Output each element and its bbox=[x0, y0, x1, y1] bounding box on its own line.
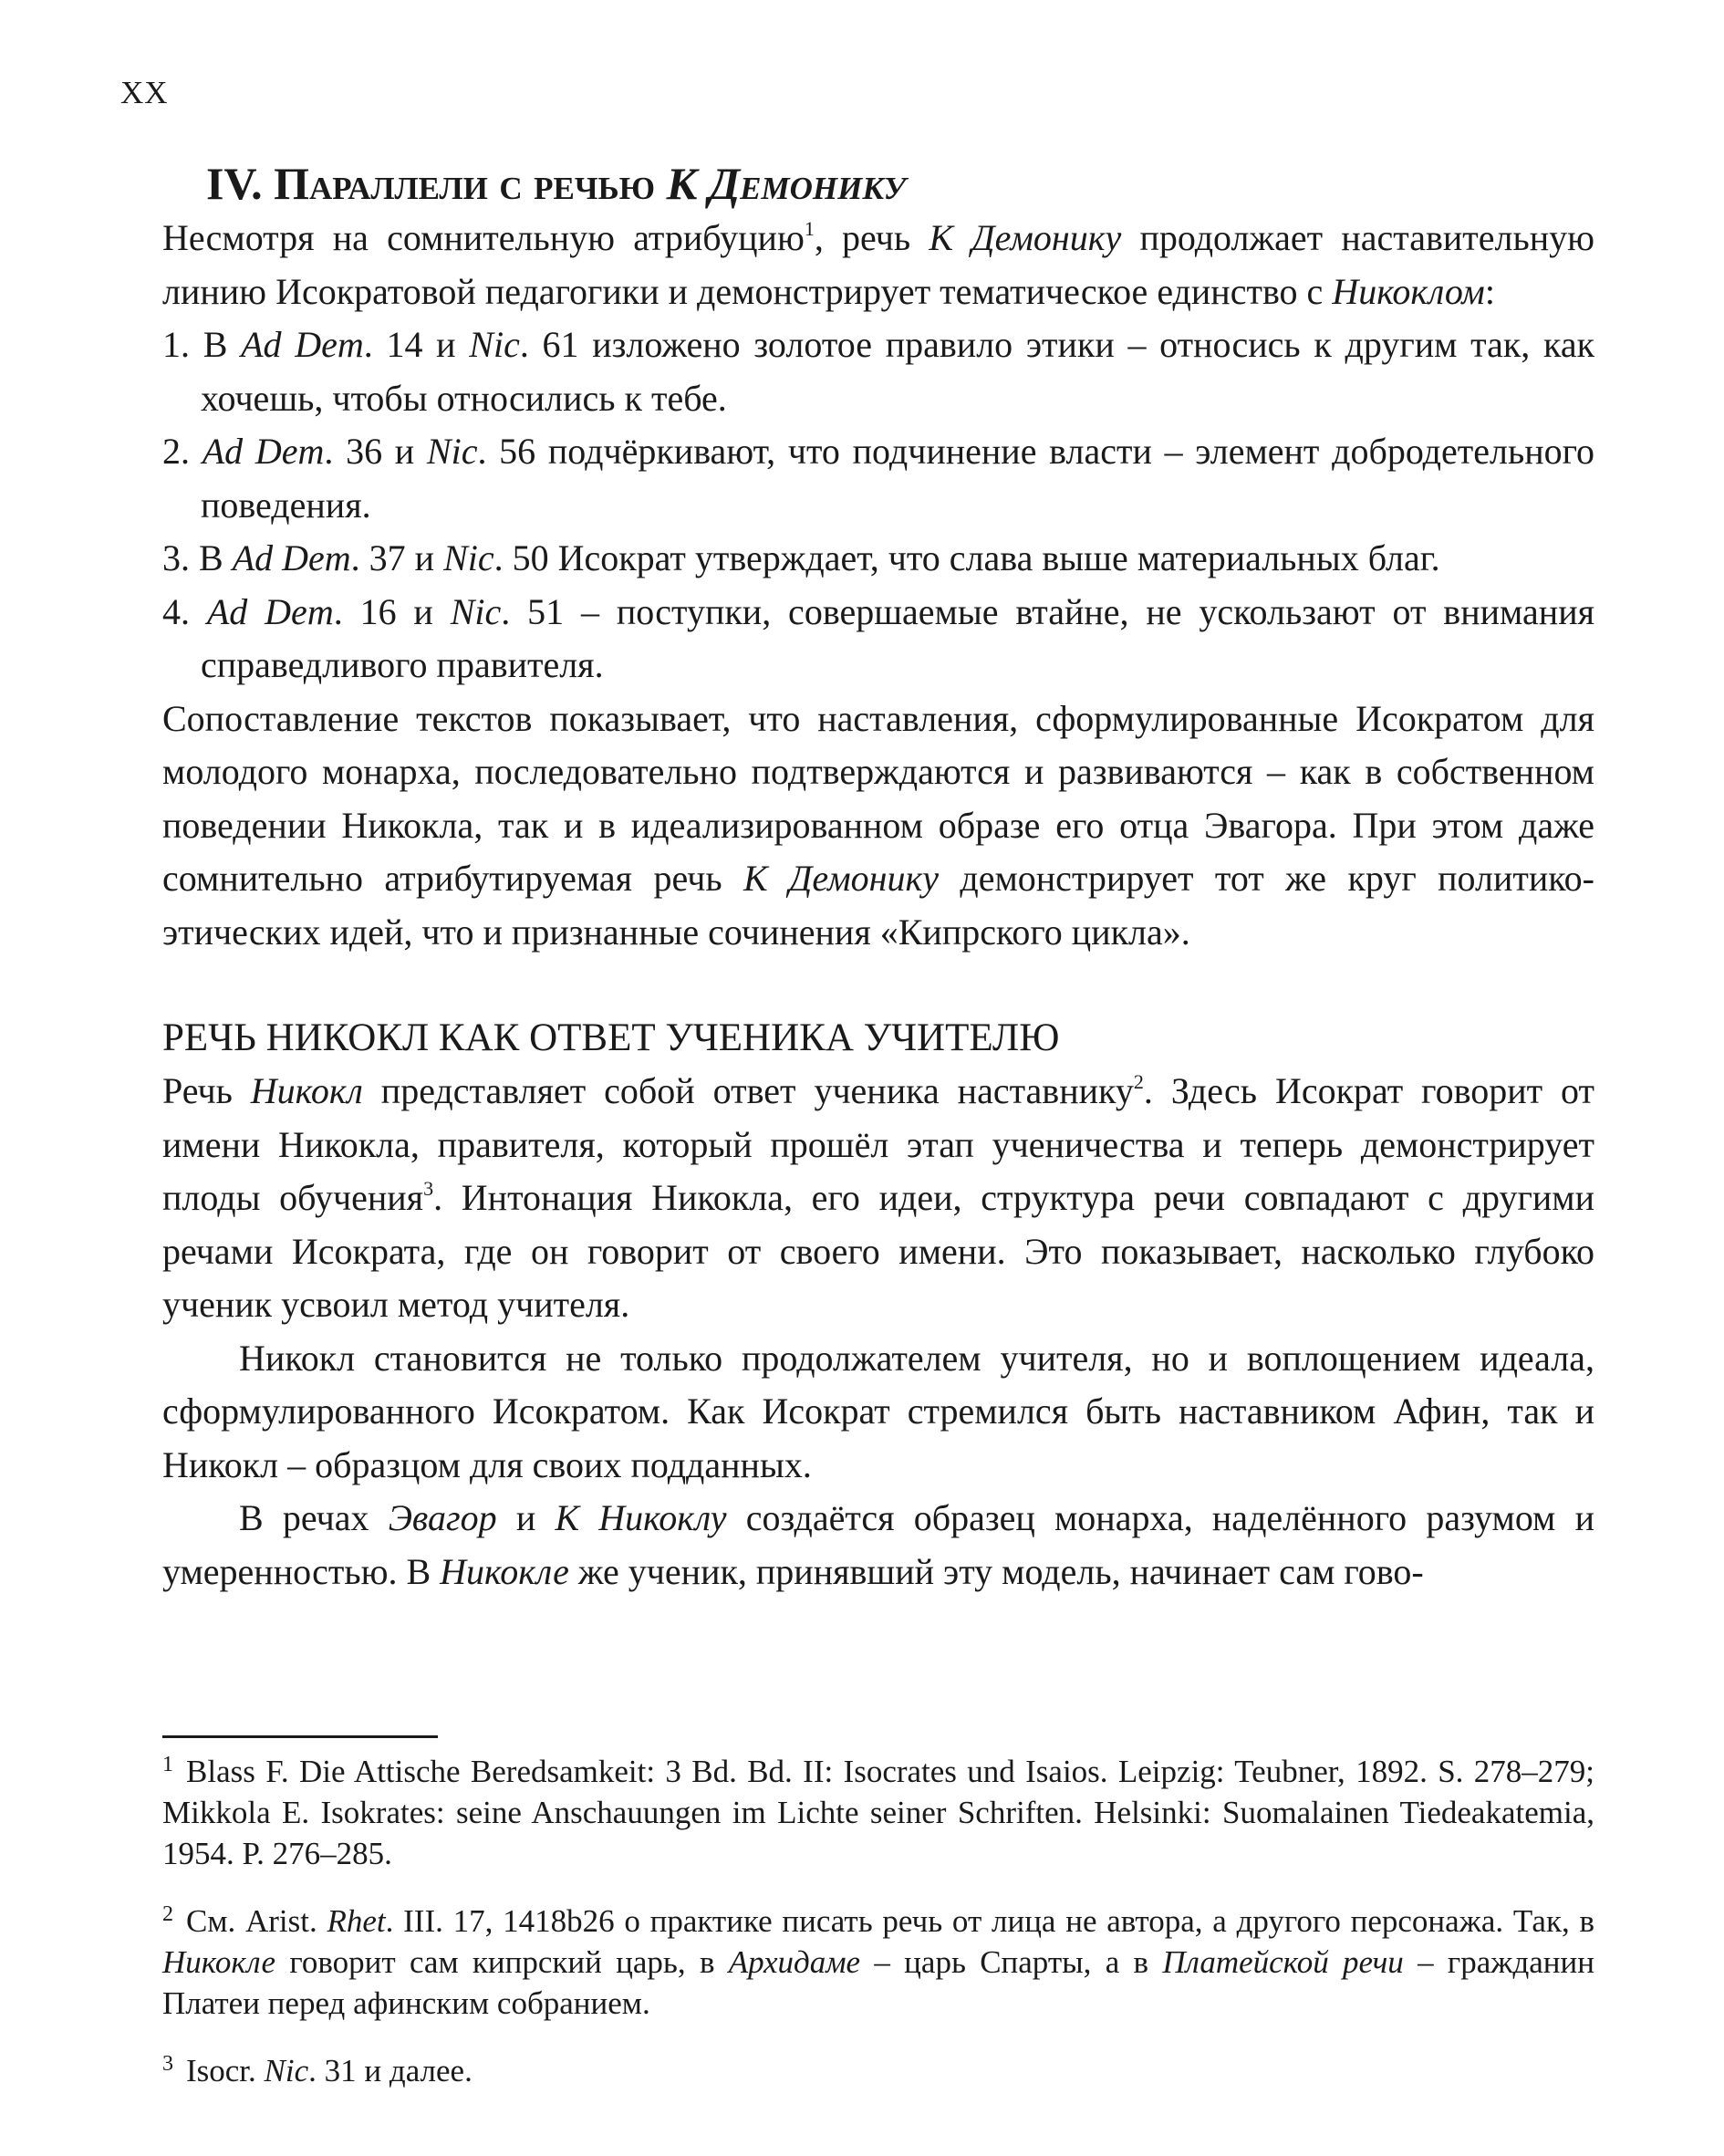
intro-paragraph: Несмотря на сомнительную атрибуцию$^1$, речь К Демонику продолжает наставительную линию Исократовой педагогики и демонстрирует тематическое единство с Никоклом: bbox=[162, 217, 1594, 312]
list-item: 1. В Ad Dem. 14 и Nic. 61 изложено золотое правило этики – относись к другим так, как хочешь, чтобы относились к тебе. bbox=[162, 324, 1595, 419]
section-spacer bbox=[162, 959, 1594, 1012]
list-item: 3. В Ad Dem. 37 и Nic. 50 Исократ утверждает, что слава выше материальных благ. bbox=[162, 537, 1440, 578]
paragraph-1: Речь Никокл представляет собой ответ ученика наставнику$^2$. Здесь Исократ говорит от имени Никокла, правителя, который прошёл этап ученичества и теперь демонстрирует плоды обучения$^3$. Интонация Никокла, его идеи, структура речи совпадают с другими речами Исократа, где он говорит от своего имени. Это показывает, насколько глубоко ученик усвоил метод учителя. bbox=[162, 1070, 1595, 1325]
list-item: 2. Ad Dem. 36 и Nic. 56 подчёркивают, что подчинение власти – элемент добродетельного поведения. bbox=[162, 431, 1595, 526]
paragraph-2: Никокл становится не только продолжателем учителя, но и воплощением идеала, сформулированного Исократом. Как Исократ стремился быть наставником Афин, так и Никокл – образцом для своих подданных. bbox=[162, 1337, 1594, 1485]
footnote-3: $^3$ Isocr. Nic. 31 и далее. bbox=[162, 2052, 473, 2088]
page-number: XX bbox=[120, 75, 169, 110]
list-item: 4. Ad Dem. 16 и Nic. 51 – поступки, совершаемые втайне, не ускользают от внимания справедливого правителя. bbox=[162, 590, 1595, 685]
conclusion-paragraph: Сопоставление текстов показывает, что наставления, сформулированные Исократом для молодого монарха, последовательно подтверждаются и развиваются – как в собственном поведении Никокла, так и в идеализированном образе его отца Эвагора. При этом даже сомнительно атрибутируемая речь К Демонику демонстрирует тот же круг политико-этических идей, что и признанные сочинения «Кипрского цикла». bbox=[162, 697, 1595, 953]
footnote-2: $^2$ См. Arist. Rhet. III. 17, 1418b26 о практике писать речь от лица не автора, а другого персонажа. Так, в Никокле говорит сам кипрский царь, в Архидаме – царь Спарты, а в Платейской речи – гражданин Платеи перед афинским собранием. bbox=[162, 1902, 1595, 2021]
footnote-ref-1[interactable]: 1 bbox=[804, 217, 815, 240]
parallels-list bbox=[162, 318, 1594, 693]
footnote-ref-3[interactable]: 3 bbox=[423, 1177, 434, 1200]
main-text bbox=[162, 155, 1594, 1599]
footnote-separator bbox=[162, 1735, 438, 1738]
footnotes bbox=[162, 1745, 1594, 2111]
paragraph-3: В речах Эвагор и К Никоклу создаётся образец монарха, наделённого разумом и умеренностью. В Никокле же ученик, принявший эту модель, начинает сам гово- bbox=[162, 1497, 1594, 1592]
footnote-ref-2[interactable]: 2 bbox=[1133, 1070, 1144, 1093]
footnote-1: $^1$ Blass F. Die Attische Beredsamkeit: 3 Bd. Bd. II: Isocrates und Isaios. Leipzig: Teubner, 1892. S. 278–279; Mikkola E. Isokrates: seine Anschauungen im Lichte seiner Schriften. Helsinki: Suomalainen Tiedeakatemia, 1954. P. 276–285. bbox=[162, 1753, 1594, 1871]
section-heading-iv: IV. Параллели с речью К Демонику bbox=[206, 158, 906, 209]
section-heading-nicocles: РЕЧЬ НИКОКЛ КАК ОТВЕТ УЧЕНИКА УЧИТЕЛЮ bbox=[162, 1016, 1060, 1059]
